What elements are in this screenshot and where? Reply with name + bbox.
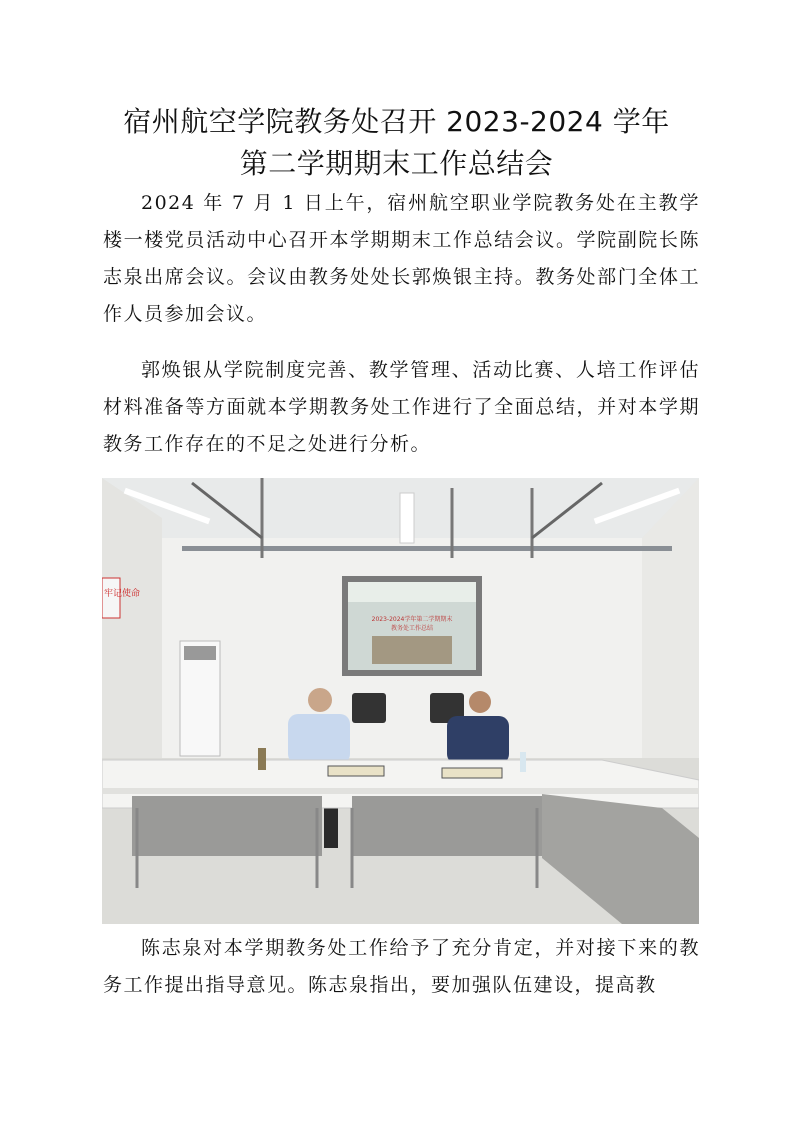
page-title-line-1: 宿州航空学院教务处召开 2023-2024 学年	[123, 105, 670, 138]
paragraph-1: 2024 年 7 月 1 日上午，宿州航空职业学院教务处在主教学楼一楼党员活动中心召开本学期期末工作总结会议。学院副院长陈志泉出席会议。会议由教务处处长郭焕银主持。教务处部门全体工作人员参加会议。	[103, 192, 700, 325]
paragraph-2: 郭焕银从学院制度完善、教学管理、活动比赛、人培工作评估材料准备等方面就本学期教务处工作进行了全面总结，并对本学期教务工作存在的不足之处进行分析。	[103, 359, 700, 455]
paragraph-3: 陈志泉对本学期教务处工作给予了充分肯定，并对接下来的教务工作提出指导意见。陈志泉指出，要加强队伍建设，提高教	[103, 937, 700, 996]
wall-sign-text: 牢记使命	[104, 589, 141, 599]
screen-title-line-2: 教务处工作总结	[390, 625, 434, 632]
page-title-line-2: 第二学期期末工作总结会	[239, 147, 554, 180]
meeting-photo	[102, 478, 699, 924]
screen-title-line-1: 2023-2024学年第二学期期末	[371, 616, 453, 623]
